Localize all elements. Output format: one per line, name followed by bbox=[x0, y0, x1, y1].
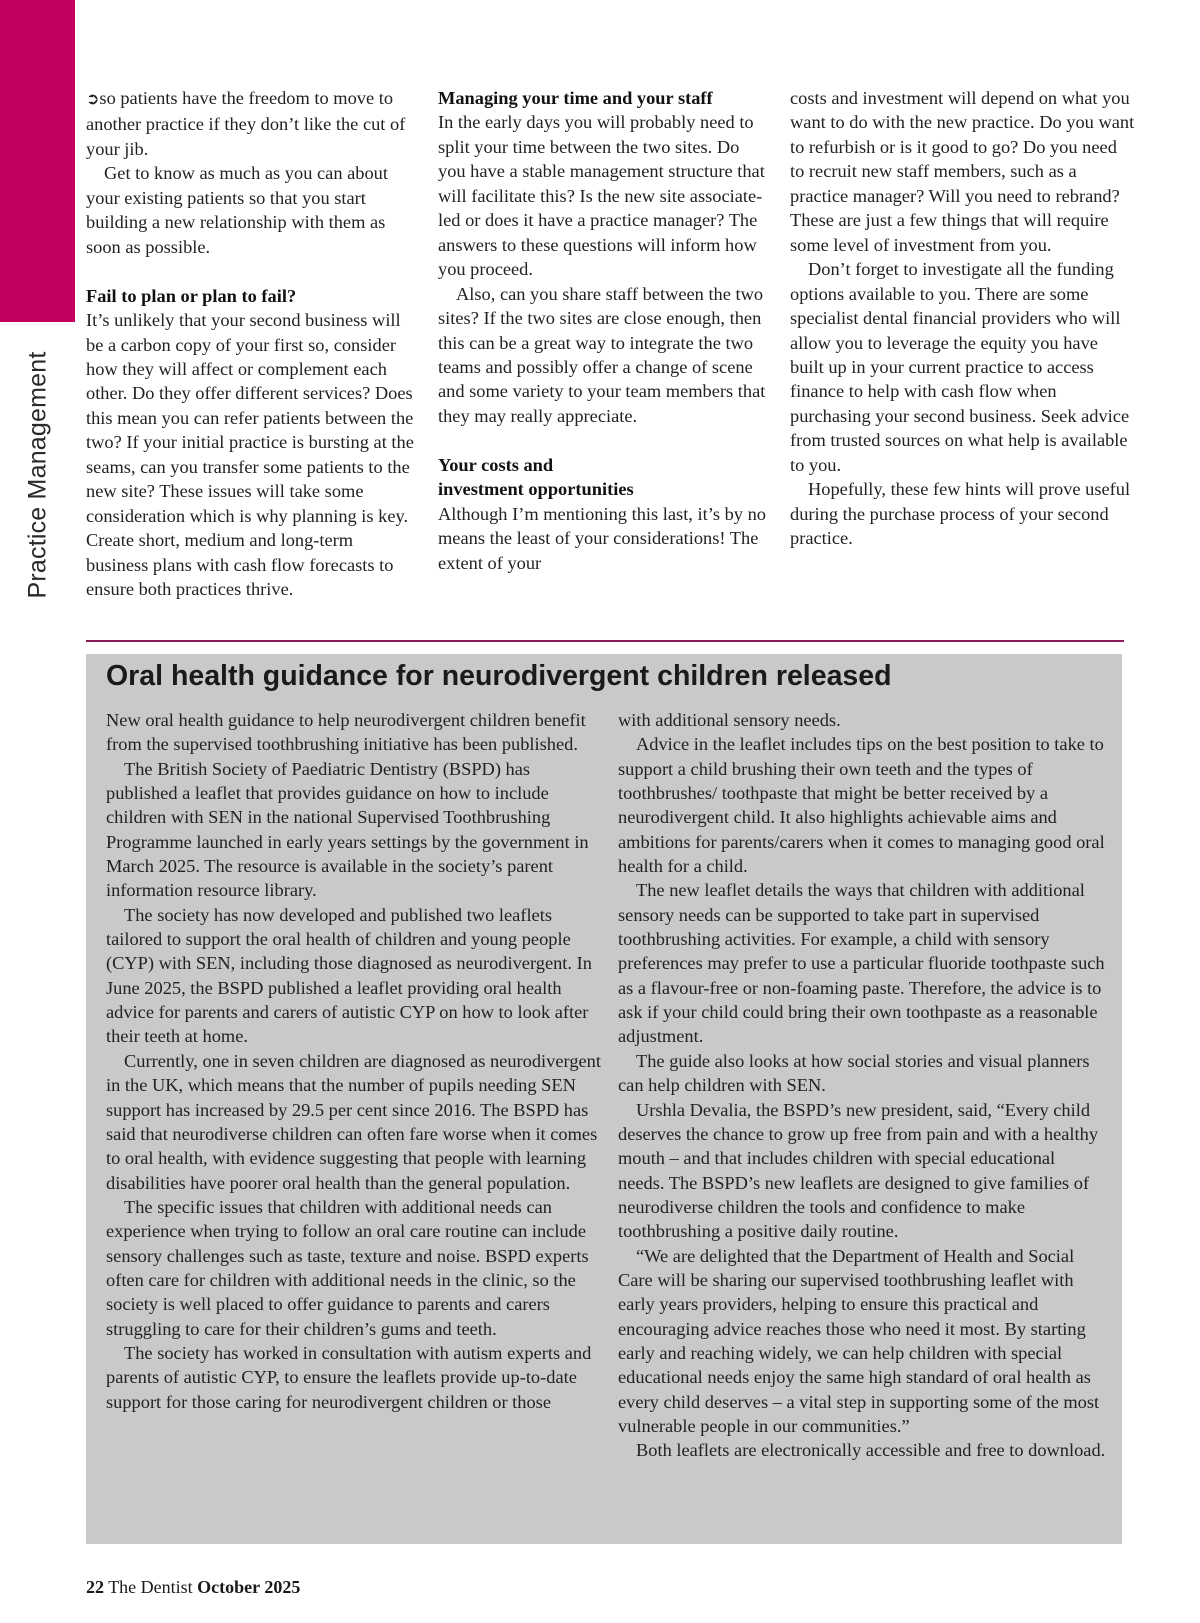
section-color-bar bbox=[0, 0, 75, 322]
article-paragraph: Although I’m mentioning this last, it’s by no means the least of your considerations! The extent of your bbox=[438, 503, 766, 573]
news-paragraph: Urshla Devalia, the BSPD’s new president, said, “Every child deserves the chance to grow up free from pain and with a healthy mouth – and that includes children with special educational needs. The BSPD’s new leaflets are designed to give families of neurodiverse children the tools and confidence to make toothbrushing a positive daily routine. bbox=[618, 1099, 1099, 1242]
publication-name: The Dentist bbox=[108, 1577, 193, 1597]
subheading-time-staff: Managing your time and your staff bbox=[438, 88, 713, 108]
article-paragraph: costs and investment will depend on what you want to do with the new practice. Do you want to refurbish or is it good to go? Do you need to recruit new staff members, such as a practice manager? Will you need to rebrand? These are just a few things that will require some level of investment from you. bbox=[790, 88, 1135, 255]
article-paragraph: It’s unlikely that your second business will be a carbon copy of your first so, consider how they will affect or complement each other. Do they offer different services? Does this mean you can refer patients between the two? If your initial practice is bursting at the seams, can you transfer some patients to the new site? These issues will take some consideration which is why planning is key. Create short, medium and long-term business plans with cash flow forecasts to ensure both practices thrive. bbox=[86, 310, 414, 600]
article-paragraph: Don’t forget to investigate all the funding options available to you. There are some specialist dental financial providers who will allow you to leverage the equity you have built up in your current practice to access finance to help with cash flow when purchasing your second business. Seek advice from trusted sources on what help is available to you. bbox=[790, 259, 1130, 475]
article-paragraph: In the early days you will probably need to split your time between the two sites. Do you have a stable management structure that will facilitate this? Is the new site associate-led or does it have a practice manager? The answers to these questions will inform how you proceed. bbox=[438, 112, 765, 280]
page-number: 22 bbox=[86, 1577, 104, 1597]
news-paragraph: “We are delighted that the Department of Health and Social Care will be sharing our supervised toothbrushing leaflet with early years providers, helping to ensure this practical and encouraging advice reaches those who need it most. By starting early and reaching widely, we can help children with special educational needs enjoy the same high standard of oral health as every child deserves – a vital step in supporting some of the most vulnerable people in our communities.” bbox=[618, 1245, 1100, 1436]
news-paragraph: The society has worked in consultation with autism experts and parents of autistic CYP, to ensure the leaflets provide up-to-date support for those caring for neurodivergent children or those bbox=[106, 1342, 592, 1412]
news-paragraph: Currently, one in seven children are diagnosed as neurodivergent in the UK, which means that the number of pupils needing SEN support has increased by 29.5 per cent since 2016. The BSPD has said that neurodiverse children can often fare worse when it comes to oral health, with evidence suggesting that people with learning disabilities have poorer oral health than the general population. bbox=[106, 1050, 601, 1193]
subheading-costs: Your costs and bbox=[438, 454, 554, 475]
article-paragraph: Hopefully, these few hints will prove useful during the purchase process of your second practice. bbox=[790, 479, 1131, 549]
subheading-plan: Fail to plan or plan to fail? bbox=[86, 285, 297, 306]
issue-date: October 2025 bbox=[197, 1577, 301, 1597]
article-column-2 bbox=[438, 86, 770, 575]
news-paragraph: The guide also looks at how social stories and visual planners can help children with SEN. bbox=[618, 1050, 1090, 1096]
section-divider bbox=[86, 640, 1124, 642]
news-paragraph: The new leaflet details the ways that children with additional sensory needs can be supported to take part in supervised toothbrushing activities. For example, a child with sensory preferences may prefer to use a particular fluoride toothpaste such as a flavour-free or non-foaming paste. Therefore, the advice is to ask if your child could bring their own toothpaste as a reasonable adjustment. bbox=[618, 880, 1105, 1047]
article-column-3 bbox=[790, 86, 1135, 551]
article-paragraph: Also, can you share staff between the two sites? If the two sites are close enough, then this can be a great way to integrate the two teams and possibly offer a change of scene and some variety to your team members that they may really appreciate. bbox=[438, 283, 766, 426]
news-paragraph: Advice in the leaflet includes tips on the best position to take to support a child brushing their own teeth and the types of toothbrushes/ toothpaste that might be better received by a neurodivergent child. It also highlights achievable aims and ambitions for parents/carers when it comes to managing good oral health for a child. bbox=[618, 734, 1105, 877]
news-paragraph: Both leaflets are electronically accessible and free to download. bbox=[636, 1440, 1106, 1461]
page-footer bbox=[86, 1577, 300, 1598]
article-paragraph: Get to know as much as you can about your existing patients so that you start building a new relationship with them as soon as possible. bbox=[86, 163, 388, 257]
news-column-2 bbox=[618, 708, 1106, 1463]
article-paragraph: ➲so patients have the freedom to move to another practice if they don’t like the cut of your jib. bbox=[86, 88, 406, 159]
article-column-1 bbox=[86, 86, 418, 602]
news-paragraph: New oral health guidance to help neurodivergent children benefit from the supervised toothbrushing initiative has been published. bbox=[106, 710, 586, 755]
news-column-1 bbox=[106, 708, 602, 1414]
news-box-title: Oral health guidance for neurodivergent children released bbox=[106, 660, 892, 692]
news-paragraph: The specific issues that children with additional needs can experience when trying to follow an oral care routine can include sensory challenges such as taste, texture and noise. BSPD experts often care for children with additional needs in the clinic, so the society is well placed to offer guidance to parents and carers struggling to care for their children’s gums and teeth. bbox=[106, 1196, 589, 1339]
section-label: Practice Management bbox=[23, 351, 52, 599]
news-paragraph: The society has now developed and published two leaflets tailored to support the oral health of children and young people (CYP) with SEN, including those diagnosed as neurodivergent. In June 2025, the BSPD published a leaflet providing oral health advice for parents and carers of autistic CYP on how to look after their teeth at home. bbox=[106, 904, 592, 1047]
news-paragraph: The British Society of Paediatric Dentistry (BSPD) has published a leaflet that provides guidance on how to include children with SEN in the national Supervised Toothbrushing Programme launched in early years settings by the government in March 2025. The resource is available in the society’s parent information resource library. bbox=[106, 758, 589, 901]
continued-arrow-icon: ➲ bbox=[86, 91, 100, 108]
news-paragraph: with additional sensory needs. bbox=[618, 710, 841, 730]
subheading-costs-line2: investment opportunities bbox=[438, 479, 634, 500]
